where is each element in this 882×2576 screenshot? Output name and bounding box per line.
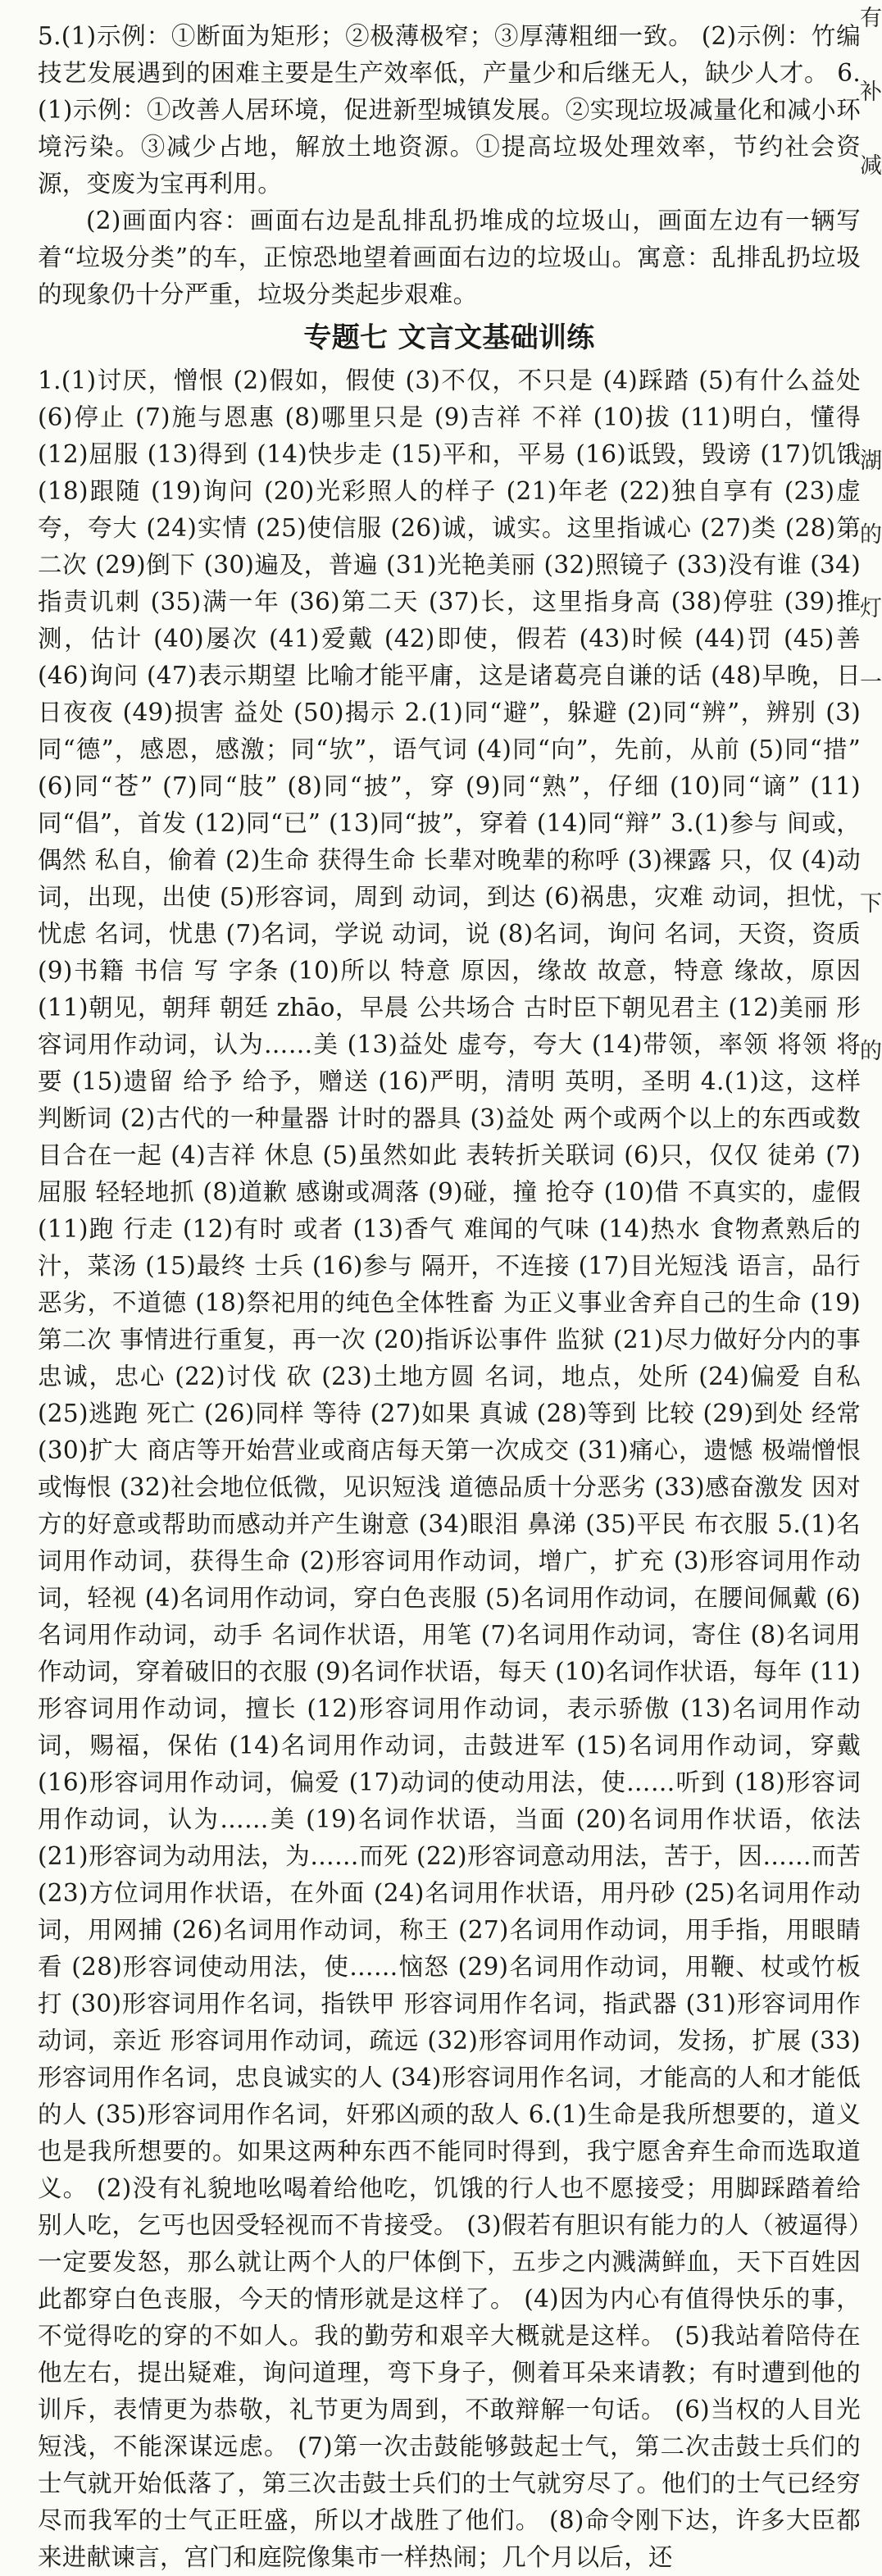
adjacent-page-glyph — [860, 1623, 878, 1697]
adjacent-page-glyph — [860, 1918, 878, 1992]
adjacent-page-glyph: 灯 — [860, 596, 882, 621]
adjacent-page-glyph — [860, 221, 878, 295]
adjacent-page-glyph — [860, 369, 878, 443]
adjacent-page-glyph — [860, 959, 878, 1033]
adjacent-page-glyph — [860, 1402, 878, 1476]
adjacent-page-glyph: 的 — [860, 522, 882, 548]
adjacent-page-glyph: 下 — [860, 891, 882, 917]
adjacent-page-glyph — [860, 738, 878, 812]
adjacent-page-glyph — [860, 295, 878, 369]
answer-page-content — [38, 18, 861, 2576]
answer-body: 1.(1)讨厌，憎恨 (2)假如，假使 (3)不仅，不只是 (4)踩踏 (5)有什么益处 (6)停止 (7)施与恩惠 (8)哪里只是 (9)吉祥 不祥 (10)拔 (11)明白，懂得 (12)屈服 (13)得到 (14)快步走 (15)平和，平易 (16)诋毁，毁谤 (17)饥饿 (18)跟随 (19)询问 (20)光彩照人的样子 (21)年老 (22)独自享有 (23)虚夸，夸大 (24)实情 (25)使信服 (26)诚，诚实。这里指诚心 (27)类 (28)第二次 (29)倒下 (30)遍及，普遍 (31)光艳美丽 (32)照镜子 (33)没有谁 (34)指责讥刺 (35)满一年 (36)第二天 (37)长，这里指身高 (38)停驻 (39)推测，估计 (40)屡次 (41)爱戴 (42)即使，假若 (43)时候 (44)罚 (45)善 (46)询问 (47)表示期望 比喻才能平庸，这是诸葛亮自谦的话 (48)早晚，日日夜夜 (49)损害 益处 (50)揭示 2.(1)同“避”，躲避 (2)同“辨”，辨别 (3)同“德”，感恩，感激；同“欤”，语气词 (4)同“向”，先前，从前 (5)同“措” (6)同“苍” (7)同“肢” (8)同“披”，穿 (9)同“熟”，仔细 (10)同“谪” (11)同“倡”，首发 (12)同“已” (13)同“披”，穿着 (14)同“辩” 3.(1)参与 间或，偶然 私自，偷着 (2)生命 获得生命 长辈对晚辈的称呼 (3)裸露 只，仅 (4)动词，出现，出使 (5)形容词，周到 动词，到达 (6)祸患，灾难 动词，担忧，忧虑 名词，忧患 (7)名词，学说 动词，说 (8)名词，询问 名词，天资，资质 (9)书籍 书信 写 字条 (10)所以 特意 原因，缘故 故意，特意 缘故，原因 (11)朝见，朝拜 朝廷 zhāo，早晨 公共场合 古时臣下朝见君主 (12)美丽 形容词用作动词，认为……美 (13)益处 虚夸，夸大 (14)带领，率领 将领 将要 (15)遗留 给予 给予，赠送 (16)严明，清明 英明，圣明 4.(1)这，这样 判断词 (2)古代的一种量器 计时的器具 (3)益处 两个或两个以上的东西或数目合在一起 (4)吉祥 休息 (5)虽然如此 表转折关联词 (6)只，仅仅 徒弟 (7)屈服 轻轻地抓 (8)道歉 感谢或凋落 (9)碰，撞 抢夺 (10)借 不真实的，虚假 (11)跑 行走 (12)有时 或者 (13)香气 难闻的气味 (14)热水 食物煮熟后的汁，菜汤 (15)最终 士兵 (16)参与 隔开，不连接 (17)目光短浅 语言，品行恶劣，不道德 (18)祭祀用的纯色全体牲畜 为正义事业舍弃自己的生命 (19)第二次 事情进行重复，再一次 (20)指诉讼事件 监狱 (21)尽力做好分内的事 忠诚，忠心 (22)讨伐 砍 (23)土地方圆 名词，地点，处所 (24)偏爱 自私 (25)逃跑 死亡 (26)同样 等待 (27)如果 真诚 (28)等到 比较 (29)到处 经常 (30)扩大 商店等开始营业或商店每天第一次成交 (31)痛心，遗憾 极端憎恨或悔恨 (32)社会地位低微，见识短浅 道德品质十分恶劣 (33)感奋激发 因对方的好意或帮助而感动并产生谢意 (34)眼泪 鼻涕 (35)平民 布衣服 5.(1)名词用作动词，获得生命 (2)形容词用作动词，增广，扩充 (3)形容词用作动词，轻视 (4)名词用作动词，穿白色丧服 (5)名词用作动词，在腰间佩戴 (6)名词用作动词，动手 名词作状语，用笔 (7)名词用作动词，寄住 (8)名词用作动词，穿着破旧的衣服 (9)名词作状语，每天 (10)名词作状语，每年 (11)形容词用作动词，擅长 (12)形容词用作动词，表示骄傲 (13)名词用作动词，赐福，保佑 (14)名词用作动词，击鼓进军 (15)名词用作动词，穿戴 (16)形容词用作动词，偏爱 (17)动词的使动用法，使……听到 (18)形容词用作动词，认为……美 (19)名词作状语，当面 (20)名词用作状语，依法 (21)形容词为动用法，为……而死 (22)形容词意动用法，苦于，因……而苦 (23)方位词用作状语，在外面 (24)名词用作状语，用丹砂 (25)名词用作动词，用网捕 (26)名词用作动词，称王 (27)名词用作动词，用手指，用眼睛看 (28)形容词使动用法，使……恼怒 (29)名词用作动词，用鞭、杖或竹板打 (30)形容词用作名词，指铁甲 形容词用作名词，指武器 (31)形容词用作动词，亲近 形容词用作动词，疏远 (32)形容词用作动词，发扬，扩展 (33)形容词用作名词，忠良诚实的人 (34)形容词用作名词，才能高的人和才能低的人 (35)形容词用作名词，奸邪凶顽的敌人 6.(1)生命是我所想要的，道义也是我所想要的。如果这两种东西不能同时得到，我宁愿舍弃生命而选取道义。 (2)没有礼貌地吆喝着给他吃，饥饿的行人也不愿接受；用脚踩踏着给别人吃，乞丐也因受轻视而不肯接受。 (3)假若有胆识有能力的人（被逼得）一定要发怒，那么就让两个人的尸体倒下，五步之内溅满鲜血，天下百姓因此都穿白色丧服，今天的情形就是这样了。 (4)因为内心有值得快乐的事，不觉得吃的穿的不如人。我的勤劳和艰辛大概就是这样。 (5)我站着陪侍在他左右，提出疑难，询问道理，弯下身子，侧着耳朵来请教；有时遭到他的训斥，表情更为恭敬，礼节更为周到，不敢辩解一句话。 (6)当权的人目光短浅，不能深谋远虑。 (7)第一次击鼓能够鼓起士气，第二次击鼓士兵们的士气就开始低落了，第三次击鼓士兵们的士气就穷尽了。他们的士气已经穷尽而我军的士气正旺盛，所以才战胜了他们。 (8)命令刚下达，许多大臣都来进献谏言，宫门和庭院像集市一样热闹；几个月以后，还 — [38, 366, 861, 2571]
adjacent-page-glyph: 湖 — [860, 448, 882, 474]
intro-paragraph-2: (2)画面内容：画面右边是乱排乱扔堆成的垃圾山，画面左边有一辆写着“垃圾分类”的车，正惊恐地望着画面右边的垃圾山。寓意：乱排乱扔垃圾的现象仍十分严重，垃圾分类起步艰难。 — [38, 207, 861, 308]
adjacent-page-glyph: 一 — [860, 670, 882, 695]
adjacent-page-glyph: 补 — [860, 80, 882, 105]
adjacent-page-glyph — [860, 1107, 878, 1181]
adjacent-page-glyph: 减 — [860, 153, 882, 179]
adjacent-page-glyph — [860, 1771, 878, 1845]
adjacent-page-glyph — [860, 1845, 878, 1918]
adjacent-page-glyph: 有 — [860, 6, 882, 31]
adjacent-page-glyph — [860, 1476, 878, 1550]
section-title: 专题七 文言文基础训练 — [303, 321, 595, 354]
adjacent-page-glyph — [860, 1697, 878, 1771]
adjacent-page-glyph: 的 — [860, 1039, 882, 1064]
intro-paragraph-1: 5.(1)示例：①断面为矩形；②极薄极窄；③厚薄粗细一致。 (2)示例：竹编技艺发展遇到的困难主要是生产效率低，产量少和后继无人，缺少人才。 6.(1)示例：①改善人居环境，促进新型城镇发展。②实现垃圾减量化和减小环境污染。③减少占地，解放土地资源。①提高垃圾处理效率，节约社会资源，变废为宝再利用。 — [38, 22, 861, 198]
adjacent-page-glyph — [860, 812, 878, 885]
adjacent-page-edge — [860, 0, 882, 2054]
adjacent-page-glyph — [860, 1254, 878, 1328]
adjacent-page-glyph — [860, 1328, 878, 1402]
adjacent-page-glyph — [860, 1181, 878, 1254]
adjacent-page-glyph — [860, 1550, 878, 1623]
